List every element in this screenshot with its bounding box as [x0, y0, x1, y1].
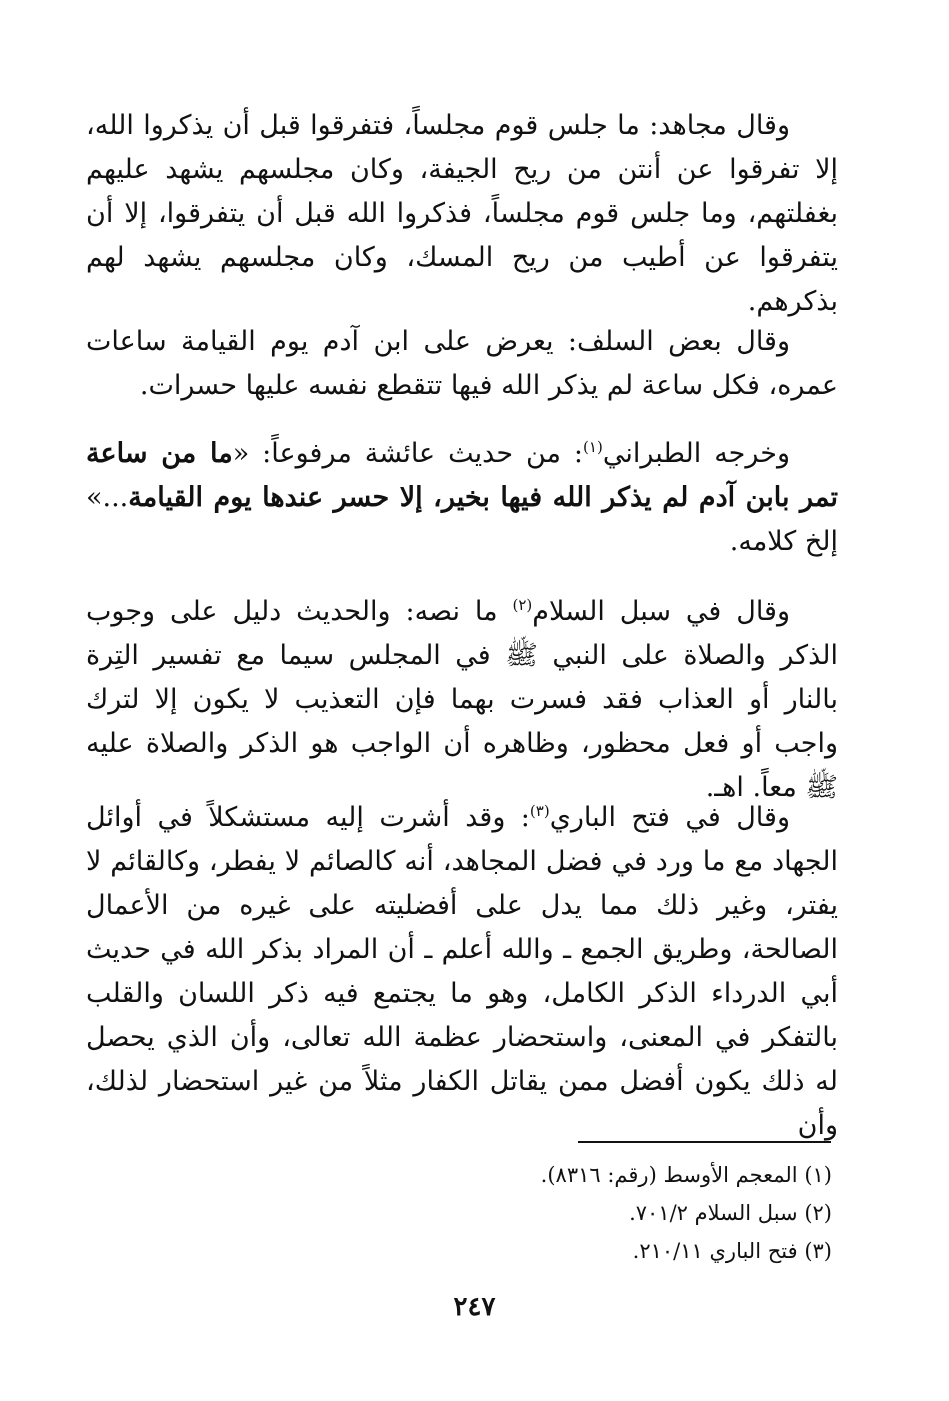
paragraph-fath-albari [86, 796, 838, 1148]
paragraph-lead: وقال في سبل السلام [532, 596, 791, 627]
paragraph-lead: وخرجه الطبراني [602, 438, 790, 469]
hadith-text: ما من ساعة تمر بابن آدم لم يذكر الله فيها بخير، إلا حسر عندها يوم القيامة [86, 438, 838, 513]
paragraph-lead: وقال في فتح الباري [549, 802, 790, 833]
paragraph-tail: ما نصه: والحديث دليل على وجوب الذكر والصلاة على النبي ﷺ في المجلس سيما مع تفسير التِرة بالنار أو العذاب فقد فسرت بهما فإن التعذيب لا يكون إلا لترك واجب أو فعل محظور، وظاهره أن الواجب هو الذكر والصلاة عليه ﷺ معاً. اهـ. [86, 596, 838, 803]
paragraph-text: وقال مجاهد: ما جلس قوم مجلساً، فتفرقوا قبل أن يذكروا الله، إلا تفرقوا عن أنتن من ريح الجيفة، وكان مجلسهم يشهد عليهم بغفلتهم، وما جلس قوم مجلساً، فذكروا الله قبل أن يتفرقوا، إلا أن يتفرقوا عن أطيب من ريح المسك، وكان مجلسهم يشهد لهم بذكرهم. [86, 110, 838, 317]
paragraph-text [86, 590, 838, 810]
footnote-1: (١) المعجم الأوسط (رقم: ٨٣١٦). [540, 1163, 832, 1187]
paragraph-mujahid [86, 104, 838, 324]
footnote-ref-2: (٢) [512, 596, 533, 614]
footnotes [86, 1156, 838, 1270]
footnote-ref-1: (١) [583, 438, 603, 456]
footnote-3: (٣) فتح الباري ٢١٠/١١. [632, 1239, 832, 1263]
paragraph-text: وقال بعض السلف: يعرض على ابن آدم يوم القيامة ساعات عمره، فكل ساعة لم يذكر الله فيها تتقطع نفسه عليها حسرات. [86, 326, 838, 401]
paragraph-text [86, 796, 838, 1148]
paragraph-tail: ...» إلخ كلامه. [86, 482, 838, 557]
paragraph-salaf [86, 320, 838, 408]
footnote-ref-3: (٣) [529, 802, 550, 820]
paragraph-tail: : وقد أشرت إليه مستشكلاً في أوائل الجهاد مع ما ورد في فضل المجاهد، أنه كالصائم لا يفطر، وكالقائم لا يفتر، وغير ذلك مما يدل على أفضليته على غيره من الأعمال الصالحة، وطريق الجمع ـ والله أعلم ـ أن المراد بذكر الله في حديث أبي الدرداء الذكر الكامل، وهو ما يجتمع فيه ذكر اللسان والقلب بالتفكر في المعنى، واستحضار عظمة الله تعالى، وأن الذي يحصل له ذلك يكون أفضل ممن يقاتل الكفار مثلاً من غير استحضار لذلك، وأن [86, 802, 838, 1141]
paragraph-subul-salam [86, 590, 838, 810]
paragraph-text [86, 432, 838, 564]
footnote-2: (٢) سبل السلام ٧٠١/٢. [629, 1201, 832, 1225]
paragraph-mid: : من حديث عائشة مرفوعاً: « [232, 438, 584, 469]
page-number: ٢٤٧ [453, 1292, 496, 1322]
footnote-divider [578, 1141, 831, 1143]
paragraph-tabarani [86, 432, 838, 564]
